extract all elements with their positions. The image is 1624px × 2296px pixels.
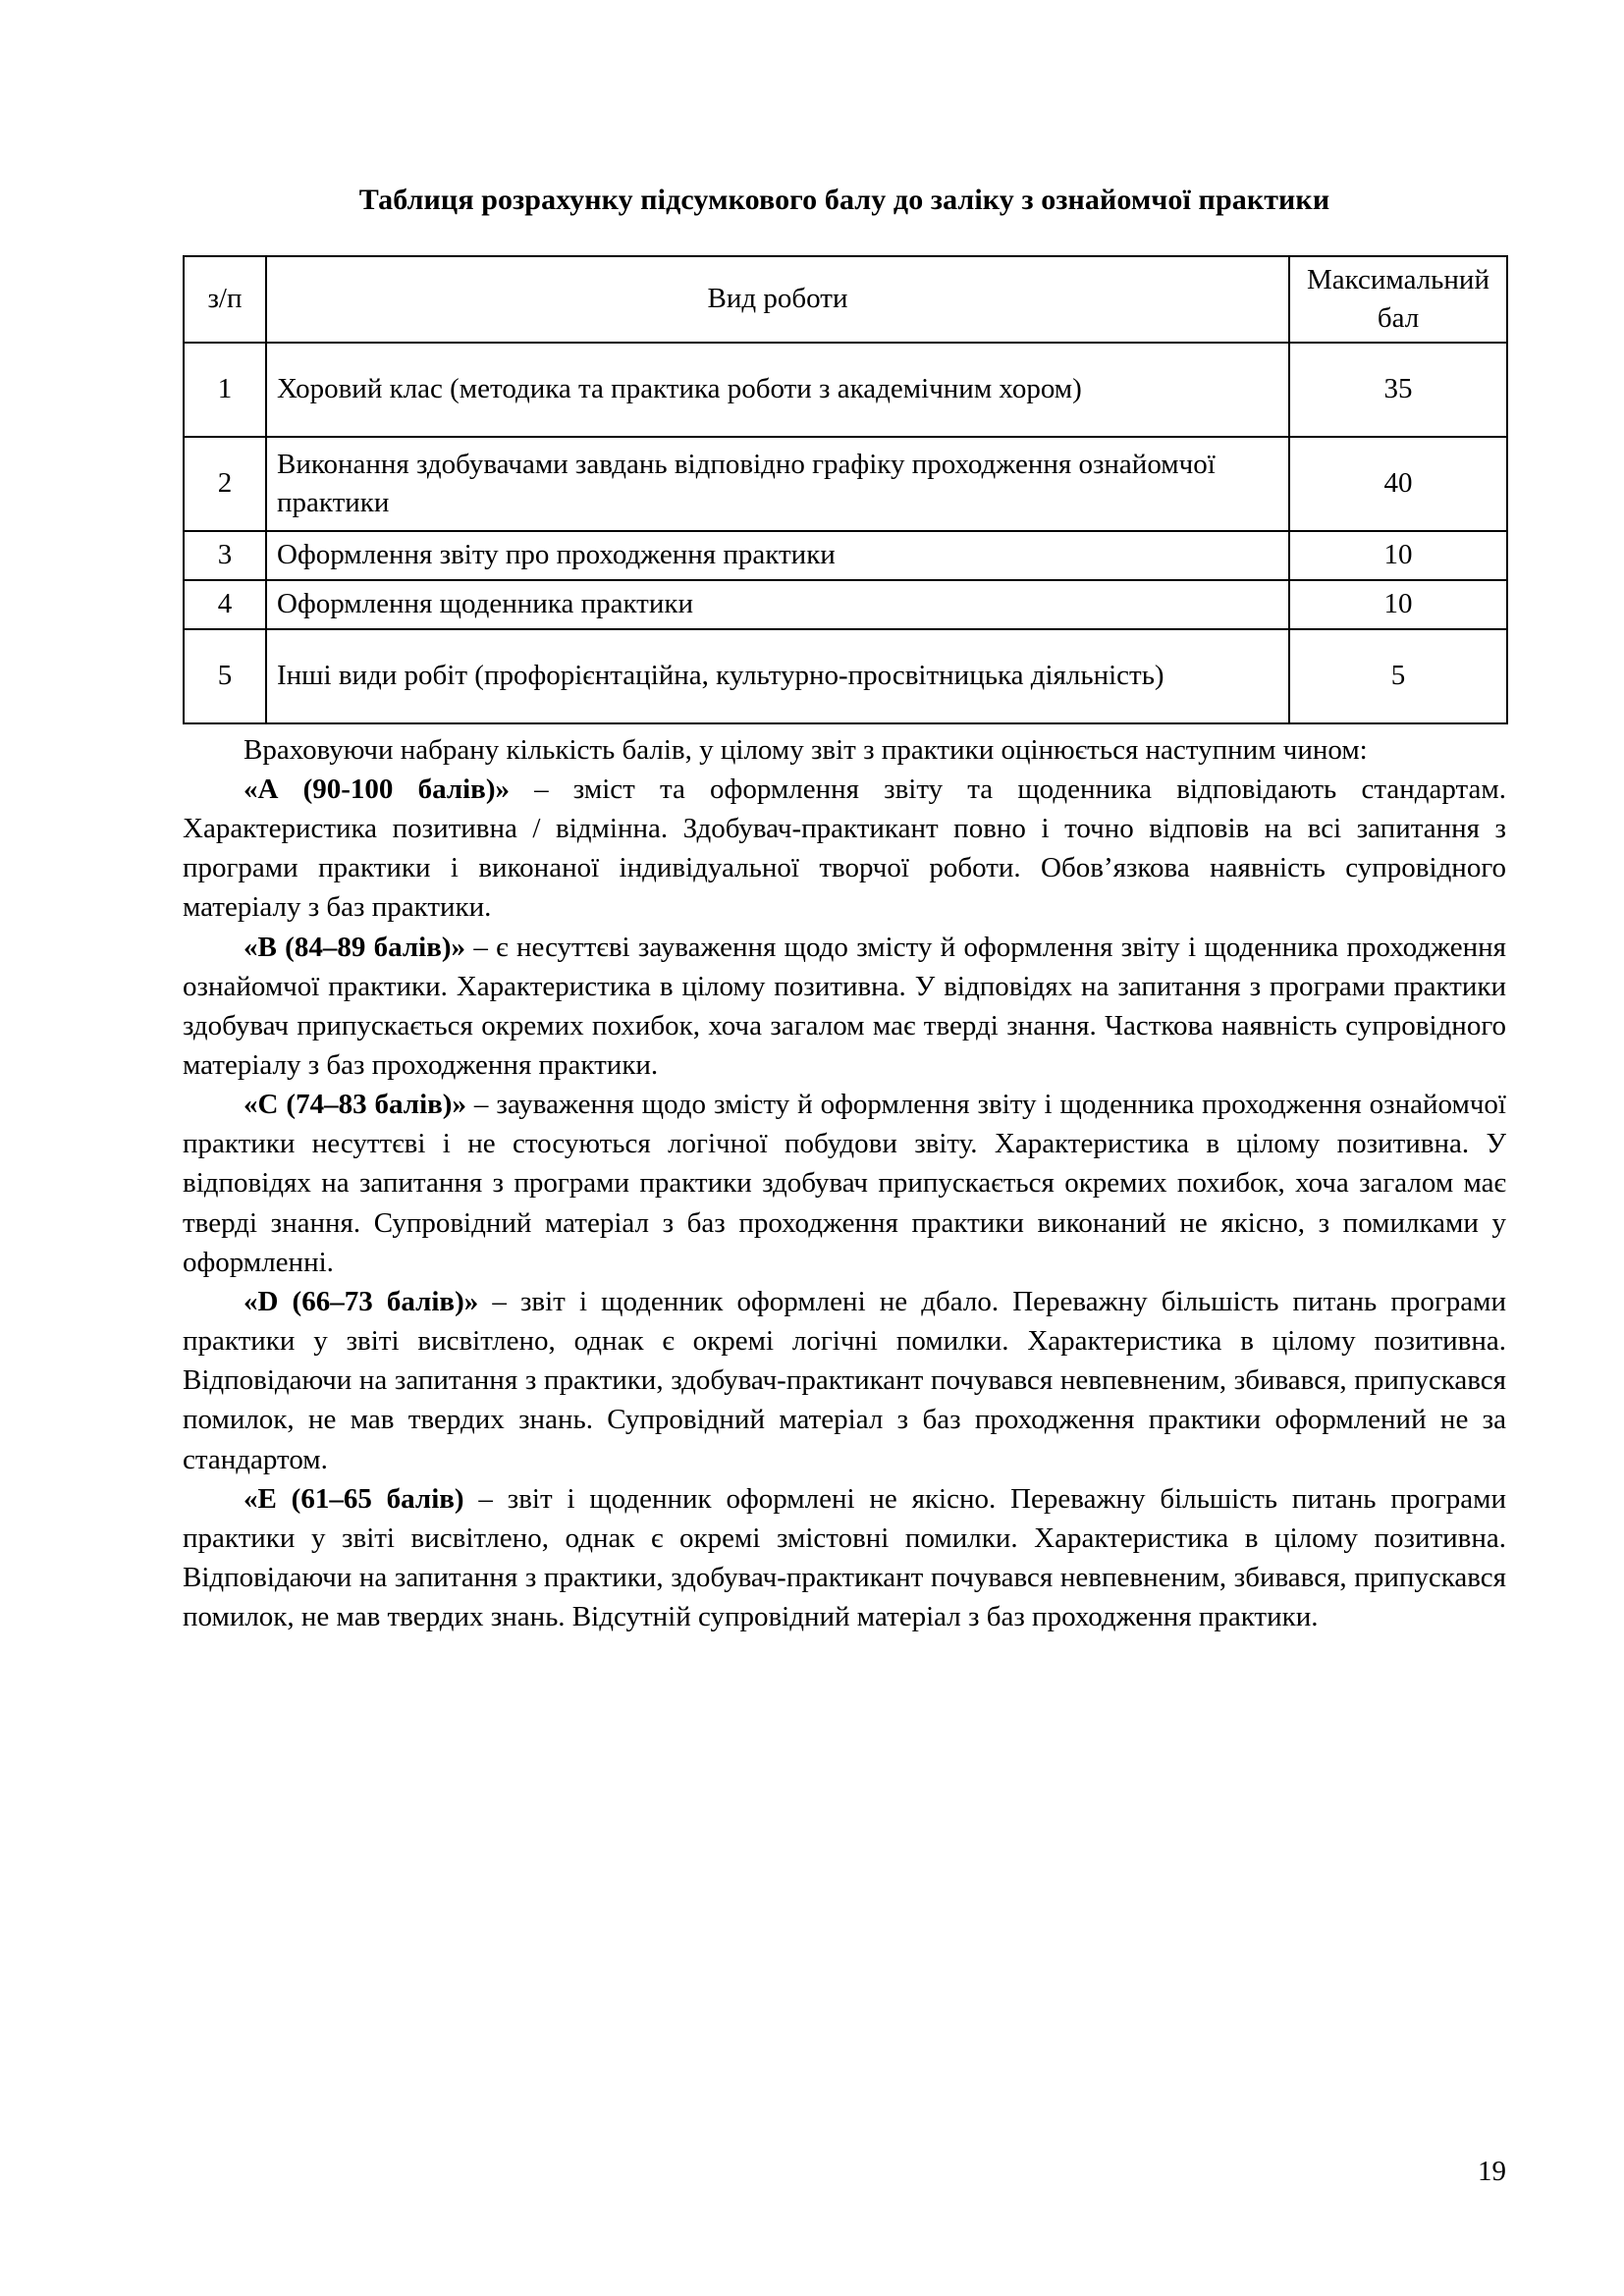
row-max-score: 40 <box>1289 437 1507 531</box>
grade-text-c: – зауваження щодо змісту й оформлення звіту і щоденника проходження ознайомчої практики несуттєві і не стосуються логічної побудови звіту. Характеристика в цілому позитивна. У відповідях на запитання з програми практики здобувач припускається окремих похибок, хоча загалом має тверді знання. Супровідний матеріал з баз проходження практики виконаний не якісно, з помилками у оформленні. <box>183 1089 1506 1278</box>
grade-label-e: «Е (61–65 балів) <box>244 1482 464 1515</box>
row-max-score: 35 <box>1289 343 1507 437</box>
body-text <box>183 730 1506 1637</box>
grade-text-e: – звіт і щоденник оформлені не якісно. Переважну більшість питань програми практики у звіті висвітлено, однак є окремі змістовні помилки. Характеристика в цілому позитивна. Відповідаючи на запитання з практики, здобувач-практикант почувався невпевненим, збивався, припускався помилок, не мав твердих знань. Відсутній супровідний матеріал з баз проходження практики. <box>183 1482 1507 1633</box>
row-work-type: Виконання здобувачами завдань відповідно графіку проходження ознайомчої практики <box>266 437 1289 531</box>
row-work-type: Оформлення щоденника практики <box>266 580 1289 629</box>
score-calculation-table <box>183 255 1508 724</box>
table-row <box>184 531 1507 580</box>
row-number: 1 <box>184 343 266 437</box>
row-number: 3 <box>184 531 266 580</box>
row-max-score: 10 <box>1289 580 1507 629</box>
grade-label-d: «D (66–73 балів)» <box>244 1285 479 1317</box>
row-max-score: 10 <box>1289 531 1507 580</box>
paragraph-grade-d <box>183 1282 1506 1479</box>
column-header-work-type: Вид роботи <box>266 256 1289 343</box>
table-row <box>184 629 1507 723</box>
row-number: 4 <box>184 580 266 629</box>
row-max-score: 5 <box>1289 629 1507 723</box>
grade-text-a: – зміст та оформлення звіту та щоденника відповідають стандартам. Характеристика позитивна / відмінна. Здобувач-практикант повно і точно відповів на всі запитання з програми практики і виконаної індивідуальної творчої роботи. Обов’язкова наявність супровідного матеріалу з баз практики. <box>183 773 1506 924</box>
table-row <box>184 580 1507 629</box>
grade-label-c: «С (74–83 балів)» <box>244 1089 466 1121</box>
table-row <box>184 437 1507 531</box>
table-header-row <box>184 256 1507 343</box>
paragraph-grade-b <box>183 928 1506 1086</box>
page-content <box>183 183 1506 1636</box>
column-header-max-score: Максимальний бал <box>1289 256 1507 343</box>
paragraph-grade-c <box>183 1085 1506 1282</box>
table-row <box>184 343 1507 437</box>
grade-text-d: – звіт і щоденник оформлені не дбало. Переважну більшість питань програми практики у звіті висвітлено, однак є окремі логічні помилки. Характеристика в цілому позитивна. Відповідаючи на запитання з практики, здобувач-практикант почувався невпевненим, збивався, припускався помилок, не мав твердих знань. Супровідний матеріал з баз проходження практики оформлений не за стандартом. <box>183 1285 1506 1475</box>
grade-text-b: – є несуттєві зауваження щодо змісту й оформлення звіту і щоденника проходження ознайомчої практики. Характеристика в цілому позитивна. У відповідях на запитання з програми практики здобувач припускається окремих похибок, хоча загалом має тверді знання. Часткова наявність супровідного матеріалу з баз проходження практики. <box>183 931 1506 1081</box>
row-work-type: Інші види робіт (профорієнтаційна, культурно-просвітницька діяльність) <box>266 629 1289 723</box>
paragraph-grade-e <box>183 1479 1506 1637</box>
grade-label-b: «В (84–89 балів)» <box>244 931 466 963</box>
page-number: 19 <box>1478 2156 1506 2187</box>
row-number: 2 <box>184 437 266 531</box>
row-number: 5 <box>184 629 266 723</box>
page-title: Таблиця розрахунку підсумкового балу до заліку з ознайомчої практики <box>358 184 1330 216</box>
paragraph-intro: Враховуючи набрану кількість балів, у цілому звіт з практики оцінюється наступним чином: <box>244 733 1368 766</box>
column-header-number: з/п <box>184 256 266 343</box>
grade-label-a: «А (90-100 балів)» <box>244 773 510 805</box>
row-work-type: Хоровий клас (методика та практика роботи з академічним хором) <box>266 343 1289 437</box>
row-work-type: Оформлення звіту про проходження практики <box>266 531 1289 580</box>
paragraph-grade-a <box>183 770 1506 928</box>
